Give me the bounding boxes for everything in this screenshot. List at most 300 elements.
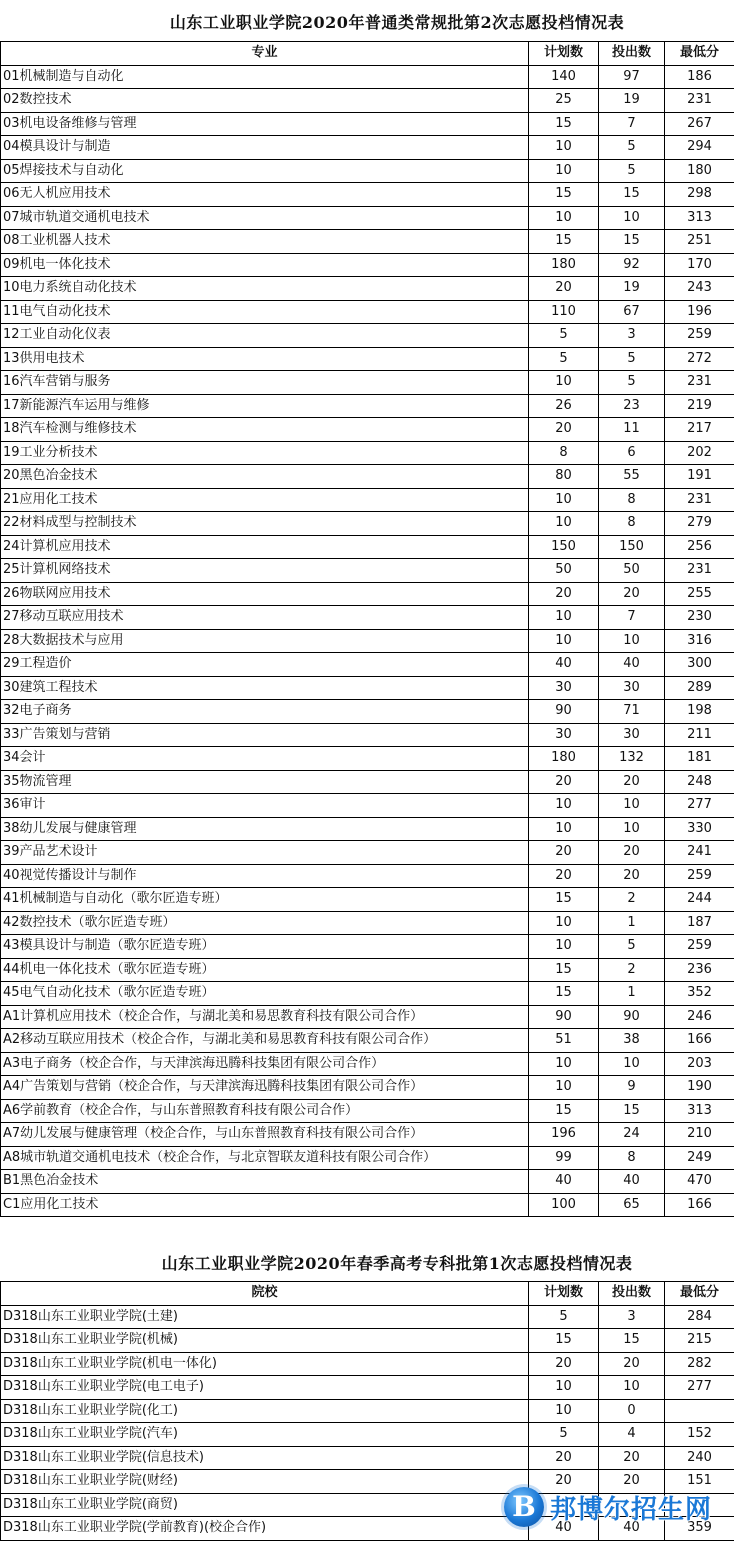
cell-name: 04模具设计与制造 <box>1 136 529 160</box>
table-row <box>1 1170 734 1194</box>
cell-name: 08工业机器人技术 <box>1 230 529 254</box>
cell-admitted: 24 <box>599 1123 665 1147</box>
cell-name: D318山东工业职业学院(商贸) <box>1 1493 529 1517</box>
cell-plan: 50 <box>529 559 599 583</box>
cell-plan: 10 <box>529 794 599 818</box>
table-row <box>1 958 734 982</box>
cell-admitted: 15 <box>599 183 665 207</box>
cell-min-score: 181 <box>665 747 734 771</box>
cell-admitted: 97 <box>599 65 665 89</box>
table-row <box>1 512 734 536</box>
cell-admitted: 20 <box>599 582 665 606</box>
cell-min-score: 359 <box>665 1517 734 1541</box>
table-row <box>1 629 734 653</box>
cell-admitted: 40 <box>599 1170 665 1194</box>
cell-name: 22材料成型与控制技术 <box>1 512 529 536</box>
cell-admitted: 15 <box>599 1329 665 1353</box>
cell-admitted: 20 <box>599 1446 665 1470</box>
table-row <box>1 253 734 277</box>
cell-name: 03机电设备维修与管理 <box>1 112 529 136</box>
table-row <box>1 206 734 230</box>
cell-plan: 196 <box>529 1123 599 1147</box>
cell-admitted: 10 <box>599 1376 665 1400</box>
cell-admitted: 23 <box>599 394 665 418</box>
cell-admitted: 67 <box>599 300 665 324</box>
cell-plan: 10 <box>529 1376 599 1400</box>
cell-admitted: 3 <box>599 324 665 348</box>
cell-plan: 10 <box>529 512 599 536</box>
cell-min-score: 244 <box>665 888 734 912</box>
cell-admitted: 30 <box>599 723 665 747</box>
cell-min-score: 198 <box>665 700 734 724</box>
cell-min-score: 152 <box>665 1423 734 1447</box>
table-row <box>1 535 734 559</box>
cell-admitted: 65 <box>599 1193 665 1217</box>
cell-name: 24计算机应用技术 <box>1 535 529 559</box>
cell-plan: 90 <box>529 700 599 724</box>
cell-min-score: 294 <box>665 136 734 160</box>
table-row <box>1 324 734 348</box>
table-row <box>1 89 734 113</box>
cell-min-score: 151 <box>665 1470 734 1494</box>
cell-plan: 15 <box>529 982 599 1006</box>
table-row <box>1 441 734 465</box>
cell-name: 19工业分析技术 <box>1 441 529 465</box>
cell-min-score: 230 <box>665 606 734 630</box>
cell-admitted: 71 <box>599 700 665 724</box>
cell-name: 45电气自动化技术（歌尔匠造专班） <box>1 982 529 1006</box>
cell-plan: 10 <box>529 206 599 230</box>
cell-admitted: 8 <box>599 1146 665 1170</box>
cell-admitted: 2 <box>599 888 665 912</box>
cell-admitted: 20 <box>599 1352 665 1376</box>
table-header-row <box>1 42 734 66</box>
table-row <box>1 1146 734 1170</box>
header-min-score: 最低分 <box>665 42 734 66</box>
cell-min-score: 190 <box>665 1076 734 1100</box>
cell-admitted: 19 <box>599 277 665 301</box>
cell-plan: 15 <box>529 1329 599 1353</box>
header-admitted: 投出数 <box>599 1282 665 1306</box>
cell-admitted: 19 <box>599 89 665 113</box>
cell-admitted: 5 <box>599 935 665 959</box>
cell-min-score: 284 <box>665 1305 734 1329</box>
table-row <box>1 582 734 606</box>
cell-admitted: 15 <box>599 1099 665 1123</box>
table-row <box>1 700 734 724</box>
cell-plan: 10 <box>529 1399 599 1423</box>
cell-min-score: 267 <box>665 112 734 136</box>
cell-plan: 20 <box>529 841 599 865</box>
cell-admitted: 10 <box>599 206 665 230</box>
cell-min-score: 166 <box>665 1193 734 1217</box>
cell-plan: 10 <box>529 488 599 512</box>
cell-admitted: 55 <box>599 465 665 489</box>
cell-plan: 20 <box>529 277 599 301</box>
cell-plan: 10 <box>529 817 599 841</box>
cell-min-score: 231 <box>665 559 734 583</box>
cell-name: D318山东工业职业学院(信息技术) <box>1 1446 529 1470</box>
table-row <box>1 1029 734 1053</box>
cell-min-score: 231 <box>665 89 734 113</box>
cell-min-score: 210 <box>665 1123 734 1147</box>
table-header-row <box>1 1282 734 1306</box>
cell-plan: 15 <box>529 112 599 136</box>
cell-admitted: 5 <box>599 347 665 371</box>
table-row <box>1 747 734 771</box>
header-min-score: 最低分 <box>665 1282 734 1306</box>
cell-name: 18汽车检测与维修技术 <box>1 418 529 442</box>
cell-name: 29工程造价 <box>1 653 529 677</box>
cell-admitted: 7 <box>599 606 665 630</box>
cell-admitted: 132 <box>599 747 665 771</box>
cell-plan: 5 <box>529 1423 599 1447</box>
cell-plan: 80 <box>529 465 599 489</box>
table-row <box>1 371 734 395</box>
table2-title: 山东工业职业学院2020年春季高考专科批第1次志愿投档情况表 <box>30 1253 734 1275</box>
cell-plan: 15 <box>529 1099 599 1123</box>
cell-min-score: 215 <box>665 1329 734 1353</box>
cell-name: A4广告策划与营销（校企合作，与天津滨海迅腾科技集团有限公司合作） <box>1 1076 529 1100</box>
cell-plan: 20 <box>529 418 599 442</box>
table-row <box>1 911 734 935</box>
cell-plan: 30 <box>529 723 599 747</box>
cell-min-score: 251 <box>665 230 734 254</box>
table-row <box>1 1376 734 1400</box>
cell-plan: 20 <box>529 1470 599 1494</box>
cell-plan: 10 <box>529 136 599 160</box>
cell-name: 25计算机网络技术 <box>1 559 529 583</box>
cell-plan: 90 <box>529 1005 599 1029</box>
cell-admitted: 20 <box>599 770 665 794</box>
cell-min-score: 282 <box>665 1352 734 1376</box>
header-major: 专业 <box>1 42 529 66</box>
cell-plan: 15 <box>529 230 599 254</box>
cell-name: 38幼儿发展与健康管理 <box>1 817 529 841</box>
cell-name: D318山东工业职业学院(电工电子) <box>1 1376 529 1400</box>
table-row <box>1 465 734 489</box>
cell-admitted: 1 <box>599 982 665 1006</box>
cell-name: 06无人机应用技术 <box>1 183 529 207</box>
cell-plan: 10 <box>529 371 599 395</box>
cell-admitted: 5 <box>599 159 665 183</box>
cell-name: A8城市轨道交通机电技术（校企合作，与北京智联友道科技有限公司合作） <box>1 1146 529 1170</box>
cell-name: D318山东工业职业学院(学前教育)(校企合作) <box>1 1517 529 1541</box>
cell-name: A6学前教育（校企合作，与山东普照教育科技有限公司合作） <box>1 1099 529 1123</box>
header-plan: 计划数 <box>529 1282 599 1306</box>
cell-plan: 26 <box>529 394 599 418</box>
cell-admitted: 10 <box>599 629 665 653</box>
cell-plan: 51 <box>529 1029 599 1053</box>
cell-name: 07城市轨道交通机电技术 <box>1 206 529 230</box>
cell-name: 21应用化工技术 <box>1 488 529 512</box>
cell-min-score: 313 <box>665 1099 734 1123</box>
cell-name: 44机电一体化技术（歌尔匠造专班） <box>1 958 529 982</box>
cell-name: 40视觉传播设计与制作 <box>1 864 529 888</box>
cell-name: 11电气自动化技术 <box>1 300 529 324</box>
cell-min-score: 241 <box>665 841 734 865</box>
cell-min-score: 211 <box>665 723 734 747</box>
cell-plan: 5 <box>529 324 599 348</box>
table-row <box>1 183 734 207</box>
cell-admitted: 5 <box>599 371 665 395</box>
cell-name: 20黑色冶金技术 <box>1 465 529 489</box>
table-row <box>1 1352 734 1376</box>
cell-admitted: 5 <box>599 136 665 160</box>
cell-plan: 5 <box>529 1305 599 1329</box>
table-row <box>1 1099 734 1123</box>
cell-plan: 40 <box>529 1170 599 1194</box>
cell-name: 34会计 <box>1 747 529 771</box>
cell-name: A2移动互联应用技术（校企合作，与湖北美和易思教育科技有限公司合作） <box>1 1029 529 1053</box>
cell-plan: 140 <box>529 65 599 89</box>
cell-name: 30建筑工程技术 <box>1 676 529 700</box>
cell-plan: 25 <box>529 89 599 113</box>
table-row <box>1 300 734 324</box>
cell-name: A7幼儿发展与健康管理（校企合作，与山东普照教育科技有限公司合作） <box>1 1123 529 1147</box>
cell-min-score: 279 <box>665 512 734 536</box>
table-row <box>1 817 734 841</box>
cell-plan: 20 <box>529 1446 599 1470</box>
cell-plan: 10 <box>529 1076 599 1100</box>
table1-title: 山东工业职业学院2020年普通类常规批第2次志愿投档情况表 <box>30 12 734 34</box>
cell-plan: 40 <box>529 653 599 677</box>
table-row <box>1 723 734 747</box>
table-row <box>1 1446 734 1470</box>
cell-min-score: 203 <box>665 1052 734 1076</box>
cell-admitted: 15 <box>599 230 665 254</box>
cell-admitted: 2 <box>599 958 665 982</box>
cell-admitted: 90 <box>599 1005 665 1029</box>
cell-admitted: 30 <box>599 676 665 700</box>
cell-min-score: 259 <box>665 324 734 348</box>
watermark-logo-icon: B <box>504 1487 544 1527</box>
table-row <box>1 112 734 136</box>
cell-min-score: 231 <box>665 488 734 512</box>
cell-min-score: 196 <box>665 300 734 324</box>
table-row <box>1 935 734 959</box>
cell-plan: 99 <box>529 1146 599 1170</box>
cell-plan: 20 <box>529 582 599 606</box>
cell-plan: 100 <box>529 1193 599 1217</box>
table-row <box>1 888 734 912</box>
cell-admitted: 38 <box>599 1029 665 1053</box>
cell-name: 42数控技术（歌尔匠造专班） <box>1 911 529 935</box>
cell-name: A3电子商务（校企合作，与天津滨海迅腾科技集团有限公司合作） <box>1 1052 529 1076</box>
cell-name: 10电力系统自动化技术 <box>1 277 529 301</box>
table-row <box>1 606 734 630</box>
cell-name: D318山东工业职业学院(化工) <box>1 1399 529 1423</box>
cell-min-score: 166 <box>665 1029 734 1053</box>
cell-admitted: 20 <box>599 864 665 888</box>
cell-name: 09机电一体化技术 <box>1 253 529 277</box>
cell-admitted: 150 <box>599 535 665 559</box>
cell-plan: 180 <box>529 253 599 277</box>
watermark-text: 邦博尔招生网 <box>550 1489 712 1526</box>
header-school: 院校 <box>1 1282 529 1306</box>
cell-min-score: 248 <box>665 770 734 794</box>
table-row <box>1 65 734 89</box>
cell-plan: 10 <box>529 911 599 935</box>
cell-name: 26物联网应用技术 <box>1 582 529 606</box>
cell-plan: 8 <box>529 441 599 465</box>
cell-min-score: 217 <box>665 418 734 442</box>
cell-min-score: 170 <box>665 253 734 277</box>
cell-plan: 20 <box>529 864 599 888</box>
cell-name: 13供用电技术 <box>1 347 529 371</box>
cell-min-score: 180 <box>665 159 734 183</box>
cell-name: 43模具设计与制造（歌尔匠造专班） <box>1 935 529 959</box>
cell-name: B1黑色冶金技术 <box>1 1170 529 1194</box>
cell-admitted: 3 <box>599 1305 665 1329</box>
cell-admitted: 1 <box>599 911 665 935</box>
cell-min-score: 277 <box>665 1376 734 1400</box>
cell-name: 41机械制造与自动化（歌尔匠造专班） <box>1 888 529 912</box>
cell-admitted: 6 <box>599 441 665 465</box>
table-row <box>1 864 734 888</box>
cell-min-score: 352 <box>665 982 734 1006</box>
cell-min-score: 249 <box>665 1146 734 1170</box>
cell-min-score: 289 <box>665 676 734 700</box>
cell-name: 39产品艺术设计 <box>1 841 529 865</box>
cell-admitted: 92 <box>599 253 665 277</box>
table-row <box>1 559 734 583</box>
cell-plan: 150 <box>529 535 599 559</box>
cell-admitted: 9 <box>599 1076 665 1100</box>
cell-plan: 180 <box>529 747 599 771</box>
table-row <box>1 1123 734 1147</box>
table-row <box>1 1399 734 1423</box>
cell-name: A1计算机应用技术（校企合作，与湖北美和易思教育科技有限公司合作） <box>1 1005 529 1029</box>
cell-min-score: 313 <box>665 206 734 230</box>
table-row <box>1 418 734 442</box>
table-row <box>1 1076 734 1100</box>
cell-min-score: 259 <box>665 935 734 959</box>
cell-plan: 10 <box>529 606 599 630</box>
cell-min-score: 219 <box>665 394 734 418</box>
table-row <box>1 230 734 254</box>
cell-name: C1应用化工技术 <box>1 1193 529 1217</box>
cell-plan: 110 <box>529 300 599 324</box>
cell-plan: 20 <box>529 770 599 794</box>
cell-min-score: 186 <box>665 65 734 89</box>
cell-min-score: 246 <box>665 1005 734 1029</box>
cell-min-score <box>665 1399 734 1423</box>
cell-plan: 15 <box>529 888 599 912</box>
cell-min-score: 300 <box>665 653 734 677</box>
table-row <box>1 347 734 371</box>
cell-min-score: 259 <box>665 864 734 888</box>
cell-min-score: 240 <box>665 1446 734 1470</box>
table-row <box>1 1423 734 1447</box>
cell-name: 01机械制造与自动化 <box>1 65 529 89</box>
cell-name: D318山东工业职业学院(机电一体化) <box>1 1352 529 1376</box>
cell-plan: 15 <box>529 958 599 982</box>
cell-min-score: 272 <box>665 347 734 371</box>
cell-min-score: 316 <box>665 629 734 653</box>
cell-admitted: 4 <box>599 1423 665 1447</box>
cell-admitted: 11 <box>599 418 665 442</box>
cell-min-score: 243 <box>665 277 734 301</box>
table-row <box>1 676 734 700</box>
table-row <box>1 982 734 1006</box>
table-row <box>1 1005 734 1029</box>
cell-plan: 15 <box>529 183 599 207</box>
cell-name: 02数控技术 <box>1 89 529 113</box>
table-row <box>1 488 734 512</box>
cell-admitted: 8 <box>599 488 665 512</box>
admission-table-regular <box>0 41 734 1217</box>
table-row <box>1 394 734 418</box>
cell-plan: 20 <box>529 1352 599 1376</box>
cell-admitted: 10 <box>599 794 665 818</box>
cell-name: 28大数据技术与应用 <box>1 629 529 653</box>
table-row <box>1 794 734 818</box>
cell-plan: 5 <box>529 347 599 371</box>
cell-name: 35物流管理 <box>1 770 529 794</box>
table-row <box>1 841 734 865</box>
cell-admitted: 40 <box>599 1517 665 1541</box>
table-row <box>1 159 734 183</box>
cell-plan: 10 <box>529 159 599 183</box>
cell-name: 27移动互联应用技术 <box>1 606 529 630</box>
table-row <box>1 1329 734 1353</box>
cell-name: 33广告策划与营销 <box>1 723 529 747</box>
cell-admitted: 7 <box>599 112 665 136</box>
table-row <box>1 136 734 160</box>
cell-admitted: 10 <box>599 1052 665 1076</box>
cell-min-score: 298 <box>665 183 734 207</box>
cell-name: 12工业自动化仪表 <box>1 324 529 348</box>
watermark <box>504 1482 724 1532</box>
cell-min-score: 231 <box>665 371 734 395</box>
cell-admitted: 40 <box>599 653 665 677</box>
cell-admitted: 50 <box>599 559 665 583</box>
cell-min-score: 470 <box>665 1170 734 1194</box>
cell-plan: 10 <box>529 629 599 653</box>
cell-name: 32电子商务 <box>1 700 529 724</box>
cell-name: D318山东工业职业学院(汽车) <box>1 1423 529 1447</box>
cell-min-score: 277 <box>665 794 734 818</box>
cell-admitted: 0 <box>599 1399 665 1423</box>
cell-min-score: 202 <box>665 441 734 465</box>
cell-min-score: 330 <box>665 817 734 841</box>
table-row <box>1 1052 734 1076</box>
cell-admitted: 20 <box>599 841 665 865</box>
cell-admitted: 10 <box>599 817 665 841</box>
cell-plan: 30 <box>529 676 599 700</box>
table1-body <box>1 65 734 1217</box>
table-row <box>1 1305 734 1329</box>
cell-min-score: 236 <box>665 958 734 982</box>
cell-plan: 10 <box>529 1052 599 1076</box>
cell-min-score: 255 <box>665 582 734 606</box>
header-plan: 计划数 <box>529 42 599 66</box>
cell-plan: 10 <box>529 935 599 959</box>
cell-admitted: 20 <box>599 1470 665 1494</box>
cell-admitted: 8 <box>599 512 665 536</box>
cell-min-score: 256 <box>665 535 734 559</box>
cell-plan: 40 <box>529 1517 599 1541</box>
cell-name: 17新能源汽车运用与维修 <box>1 394 529 418</box>
table-row <box>1 770 734 794</box>
cell-min-score: 191 <box>665 465 734 489</box>
cell-name: 36审计 <box>1 794 529 818</box>
cell-name: D318山东工业职业学院(土建) <box>1 1305 529 1329</box>
cell-name: D318山东工业职业学院(财经) <box>1 1470 529 1494</box>
header-admitted: 投出数 <box>599 42 665 66</box>
table-row <box>1 1193 734 1217</box>
